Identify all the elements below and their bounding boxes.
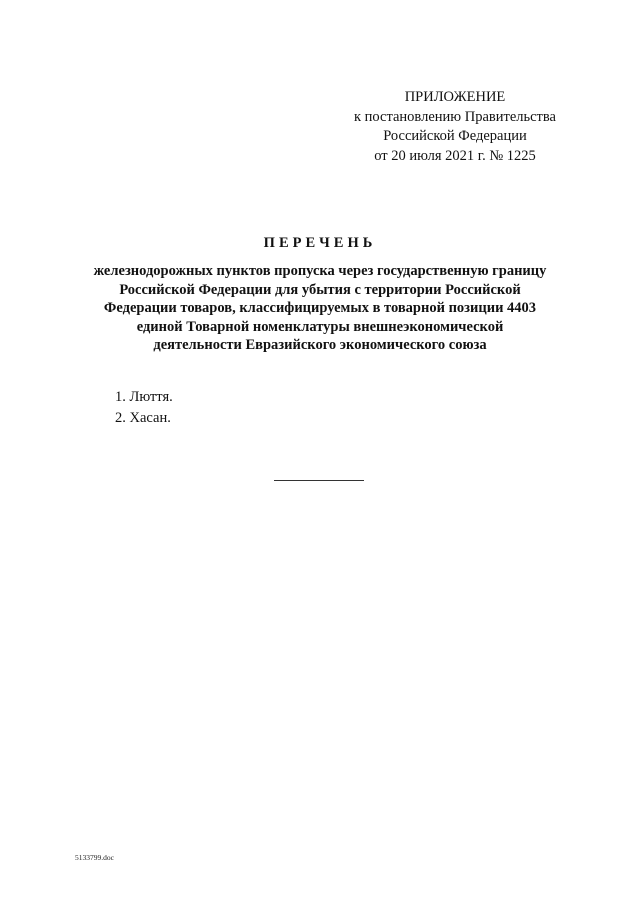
list-item: 2. Хасан. — [115, 410, 171, 426]
subtitle-line: единой Товарной номенклатуры внешнеэкономической — [136, 318, 504, 335]
list-item: 1. Люття. — [115, 389, 173, 405]
checkpoint-list — [115, 387, 173, 429]
divider-line — [274, 480, 364, 481]
subtitle-line: деятельности Евразийского экономического союза — [153, 337, 487, 353]
document-file-code: 5133799.doc — [75, 853, 114, 862]
appendix-heading: ПРИЛОЖЕНИЕ — [404, 89, 506, 105]
appendix-block — [330, 88, 580, 166]
subtitle-line: Российской Федерации для убытия с территории Российской — [119, 281, 521, 298]
document-subtitle — [40, 262, 600, 355]
appendix-authority-line: Российской Федерации — [383, 128, 527, 144]
appendix-date-number-line: от 20 июля 2021 г. № 1225 — [374, 147, 536, 164]
subtitle-line: железнодорожных пунктов пропуска через государственную границу — [93, 263, 547, 279]
document-title: ПЕРЕЧЕНЬ — [263, 235, 377, 251]
appendix-reference-line: к постановлению Правительства — [354, 108, 556, 125]
subtitle-line: Федерации товаров, классифицируемых в товарной позиции 4403 — [103, 300, 537, 316]
